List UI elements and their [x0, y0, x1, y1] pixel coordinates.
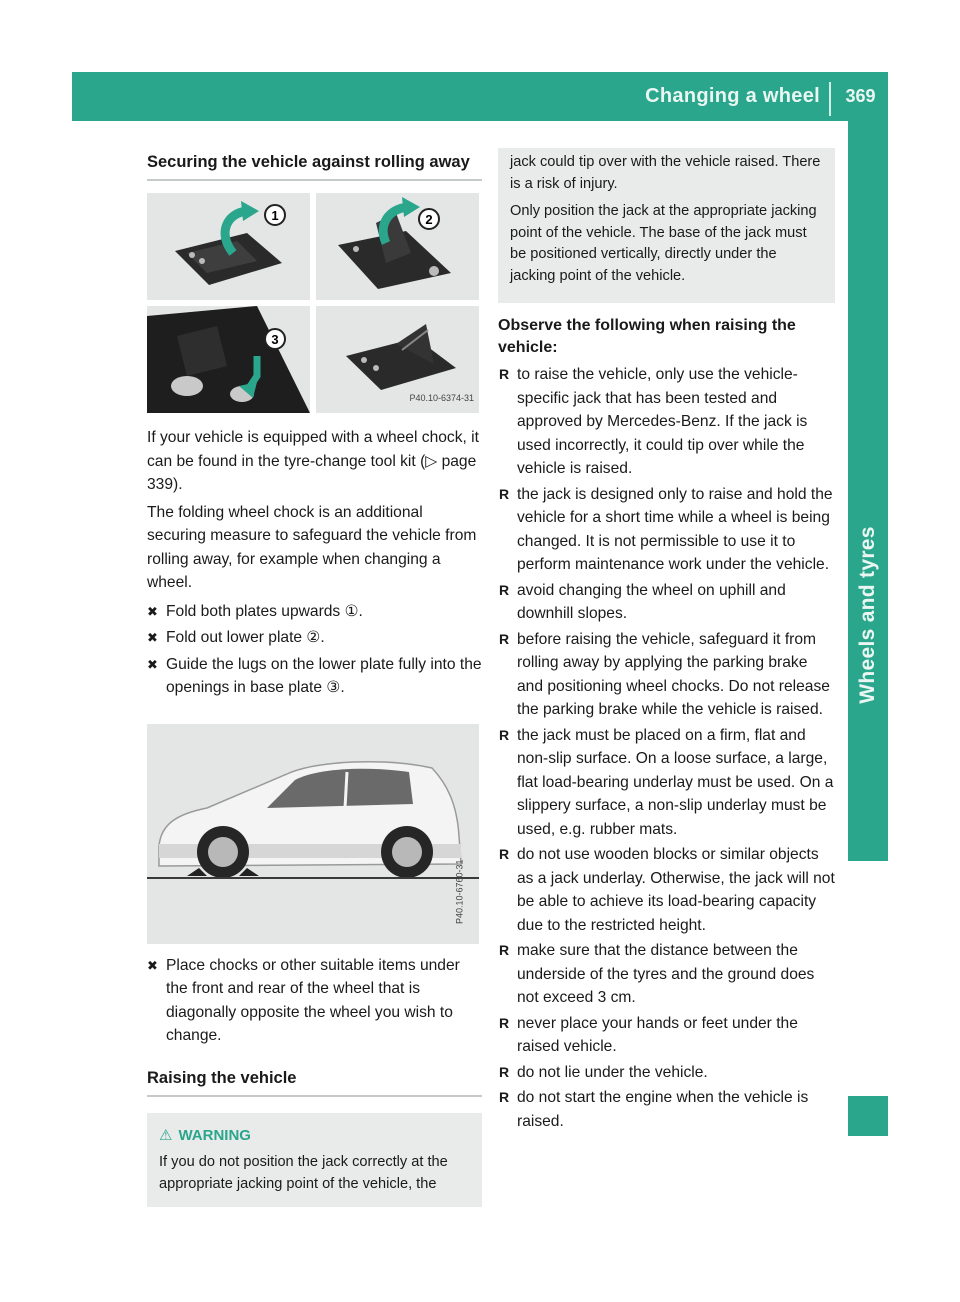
label-1: 1 — [271, 208, 279, 223]
precaution-text: make sure that the distance between the underside of the tyres and the ground does not exceed 3 cm. — [517, 942, 815, 1006]
warning-text: If you do not position the jack correctly at the appropriate jacking point of the vehicle, the — [159, 1154, 448, 1192]
warning-continuation: jack could tip over with the vehicle raised. There is a risk of injury. — [510, 154, 821, 192]
step-arrow-icon: ✖ — [147, 630, 158, 645]
warning-box — [147, 1113, 482, 1208]
warning-header — [159, 1125, 470, 1147]
figure-panel-1 — [147, 193, 310, 300]
precaution-item — [498, 483, 835, 577]
label-2: 2 — [425, 212, 433, 227]
precaution-item — [498, 939, 835, 1010]
bullet-icon: R — [499, 630, 510, 647]
bullet-icon: R — [499, 485, 510, 502]
step-text: Fold out lower plate ②. — [166, 629, 325, 646]
precaution-item — [498, 363, 835, 481]
precaution-item — [498, 579, 835, 626]
step-list — [147, 600, 482, 700]
step-item — [147, 653, 482, 700]
step-item — [147, 626, 482, 650]
heading-raising: Raising the vehicle — [147, 1068, 482, 1097]
precaution-text: to raise the vehicle, only use the vehicle-specific jack that has been tested and approved by Mercedes-Benz. If the jack is used incorrectly, it could tip over while the vehicle is raised. — [517, 366, 808, 477]
step-arrow-icon: ✖ — [147, 957, 158, 973]
bullet-icon: R — [499, 942, 510, 958]
step-item — [147, 600, 482, 624]
left-column — [147, 152, 482, 1207]
bullet-icon: R — [499, 1089, 510, 1105]
precaution-item — [498, 628, 835, 722]
observe-heading: Observe the following when raising the vehicle: — [498, 317, 796, 356]
section-title: Changing a wheel — [645, 85, 820, 107]
chock-intro: If your vehicle is equipped with a wheel chock, it can be found in the tyre-change tool kit (▷ page 339). — [147, 429, 479, 493]
figure-panel-3 — [147, 306, 310, 413]
label-3: 3 — [271, 332, 279, 347]
figure-panel-4 — [316, 306, 479, 413]
precaution-item — [498, 1061, 835, 1085]
bullet-icon: R — [499, 1014, 510, 1031]
figure-panel-2 — [316, 193, 479, 300]
precaution-text: the jack is designed only to raise and hold the vehicle for a short time while a wheel is being changed. It is not permissible to use it to perform maintenance work under the vehicle. — [517, 485, 833, 573]
chapter-marker — [848, 1096, 888, 1136]
car-chocks-figure — [147, 724, 479, 944]
chock-description: The folding wheel chock is an additional securing measure to safeguard the vehicle from rolling away, for example when changing a wheel. — [147, 503, 477, 591]
bullet-icon: R — [499, 581, 510, 598]
step-list — [147, 954, 482, 1048]
precaution-text: avoid changing the wheel on uphill and downhill slopes. — [517, 581, 786, 622]
step-arrow-icon: ✖ — [147, 603, 158, 619]
header-divider — [829, 82, 831, 116]
precaution-text: do not start the engine when the vehicle is raised. — [517, 1089, 809, 1130]
precaution-item — [498, 843, 835, 937]
chapter-tab — [848, 121, 888, 861]
precaution-item — [498, 1086, 835, 1133]
precaution-text: never place your hands or feet under the raised vehicle. — [517, 1014, 798, 1055]
heading-securing: Securing the vehicle against rolling away — [147, 152, 482, 181]
wheel-chock-figure — [147, 193, 479, 413]
step-text: Fold both plates upwards ①. — [166, 602, 363, 620]
step-arrow-icon: ✖ — [147, 656, 158, 672]
precaution-text: before raising the vehicle, safeguard it from rolling away by applying the parking brake and positioning wheel chocks. Do not release the parking brake while the vehicle is raised. — [517, 630, 830, 718]
step-text: Place chocks or other suitable items under the front and rear of the wheel that is diagonally opposite the wheel you wish to change. — [166, 956, 460, 1044]
warning-title: WARNING — [178, 1126, 251, 1144]
warning-box-continued — [498, 148, 835, 303]
figure-code: P40.10-6374-31 — [409, 392, 474, 403]
warning-icon: ⚠ — [159, 1126, 173, 1144]
bullet-icon: R — [499, 1063, 510, 1080]
warning-instruction: Only position the jack at the appropriate jacking point of the vehicle. The base of the jack must be positioned vertically, directly under the jacking point of the vehicle. — [510, 203, 817, 284]
precaution-text: the jack must be placed on a firm, flat and non-slip surface. On a loose surface, a large, flat load-bearing underlay must be used. On a slippery surface, a non-slip underlay must be used, e.g. rubber mats. — [517, 726, 834, 838]
precaution-text: do not use wooden blocks or similar objects as a jack underlay. Otherwise, the jack will not be able to achieve its load-bearing capacity due to the restricted height. — [517, 846, 835, 934]
step-text: Guide the lugs on the lower plate fully into the openings in base plate ③. — [166, 655, 482, 696]
bullet-icon: R — [499, 366, 510, 382]
header-bar — [72, 72, 888, 121]
page-number: 369 — [845, 86, 876, 106]
precaution-item — [498, 1012, 835, 1059]
precaution-list — [498, 363, 835, 1133]
chapter-label: Wheels and tyres — [856, 526, 879, 704]
bullet-icon: R — [499, 846, 510, 862]
step-item — [147, 954, 482, 1048]
precaution-text: do not lie under the vehicle. — [517, 1063, 708, 1081]
right-column — [498, 152, 835, 1135]
figure-code: P40.10-6760-31 — [454, 859, 465, 925]
precaution-item — [498, 724, 835, 842]
bullet-icon: R — [499, 726, 510, 743]
